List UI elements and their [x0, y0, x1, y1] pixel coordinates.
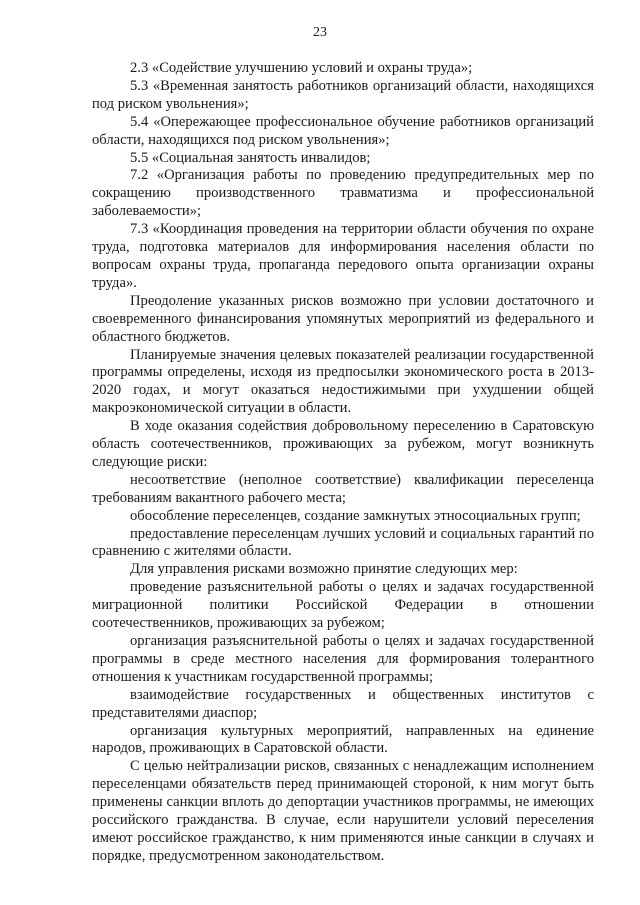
paragraph-measure-cultural-events: организация культурных мероприятий, направленных на единение народов, проживающих в Саратовской области.	[92, 722, 594, 757]
paragraph-target-indicators: Планируемые значения целевых показателей реализации государственной программы определены, исходя из предпосылки экономического роста в 2013-2020 годах, и могут оказаться недостижимыми при ухудшении общей макроэкономической ситуации в области.	[92, 346, 594, 417]
paragraph-goal-5-5: 5.5 «Социальная занятость инвалидов;	[130, 149, 371, 166]
page-number: 23	[313, 25, 327, 40]
paragraph-goal-5-3: 5.3 «Временная занятость работников организаций области, находящихся под риском увольнения»;	[92, 77, 594, 112]
paragraph-risk-isolation: обособление переселенцев, создание замкнутых этносоциальных групп;	[130, 507, 581, 524]
paragraph-measures-intro: Для управления рисками возможно принятие следующих мер:	[130, 561, 518, 578]
paragraph-risk-qualification: несоответствие (неполное соответствие) квалификации переселенца требованиям вакантного рабочего места;	[92, 471, 594, 506]
paragraph-measure-local-population: организация разъяснительной работы о целях и задачах государственной программы в среде местного населения для формирования толерантного отношения к участникам государственной программы;	[92, 633, 594, 685]
document-body	[92, 60, 594, 866]
paragraph-measure-explanatory-work: проведение разъяснительной работы о целях и задачах государственной миграционной политики Российской Федерации в отношении соотечественников, проживающих за рубежом;	[92, 579, 594, 632]
paragraph-goal-5-4: 5.4 «Опережающее профессиональное обучение работников организаций области, находящихся под риском увольнения»;	[92, 113, 594, 148]
paragraph-risk-financing: Преодоление указанных рисков возможно при условии достаточного и своевременного финансирования упомянутых мероприятий из федерального и областного бюджетов.	[92, 292, 594, 345]
paragraph-risk-privileges: предоставление переселенцам лучших условий и социальных гарантий по сравнению с жителями области.	[92, 525, 594, 560]
paragraph-sanctions: С целью нейтрализации рисков, связанных с ненадлежащим исполнением переселенцами обязательств перед принимающей стороной, к ним могут быть применены санкции вплоть до депортации участников программы, не имеющих российского гражданства. В случае, если нарушители условий переселения имеют российское гражданство, к ним применяются иные санкции в случаях и порядке, предусмотренном законодательством.	[92, 758, 594, 864]
paragraph-goal-7-2: 7.2 «Организация работы по проведению предупредительных мер по сокращению производственного травматизма и профессиональной заболеваемости»;	[92, 167, 594, 220]
paragraph-measure-diasporas: взаимодействие государственных и общественных институтов с представителями диаспор;	[92, 686, 594, 721]
paragraph-goal-7-3: 7.3 «Координация проведения на территории области обучения по охране труда, подготовка материалов для информирования населения области по вопросам охраны труда, пропаганда передового опыта организации охраны труда».	[92, 221, 594, 291]
paragraph-goal-2-3: 2.3 «Содействие улучшению условий и охраны труда»;	[130, 60, 473, 76]
paragraph-resettlement-risks: В ходе оказания содействия добровольному переселению в Саратовскую область соотечественников, проживающих за рубежом, могут возникнуть следующие риски:	[92, 418, 594, 470]
